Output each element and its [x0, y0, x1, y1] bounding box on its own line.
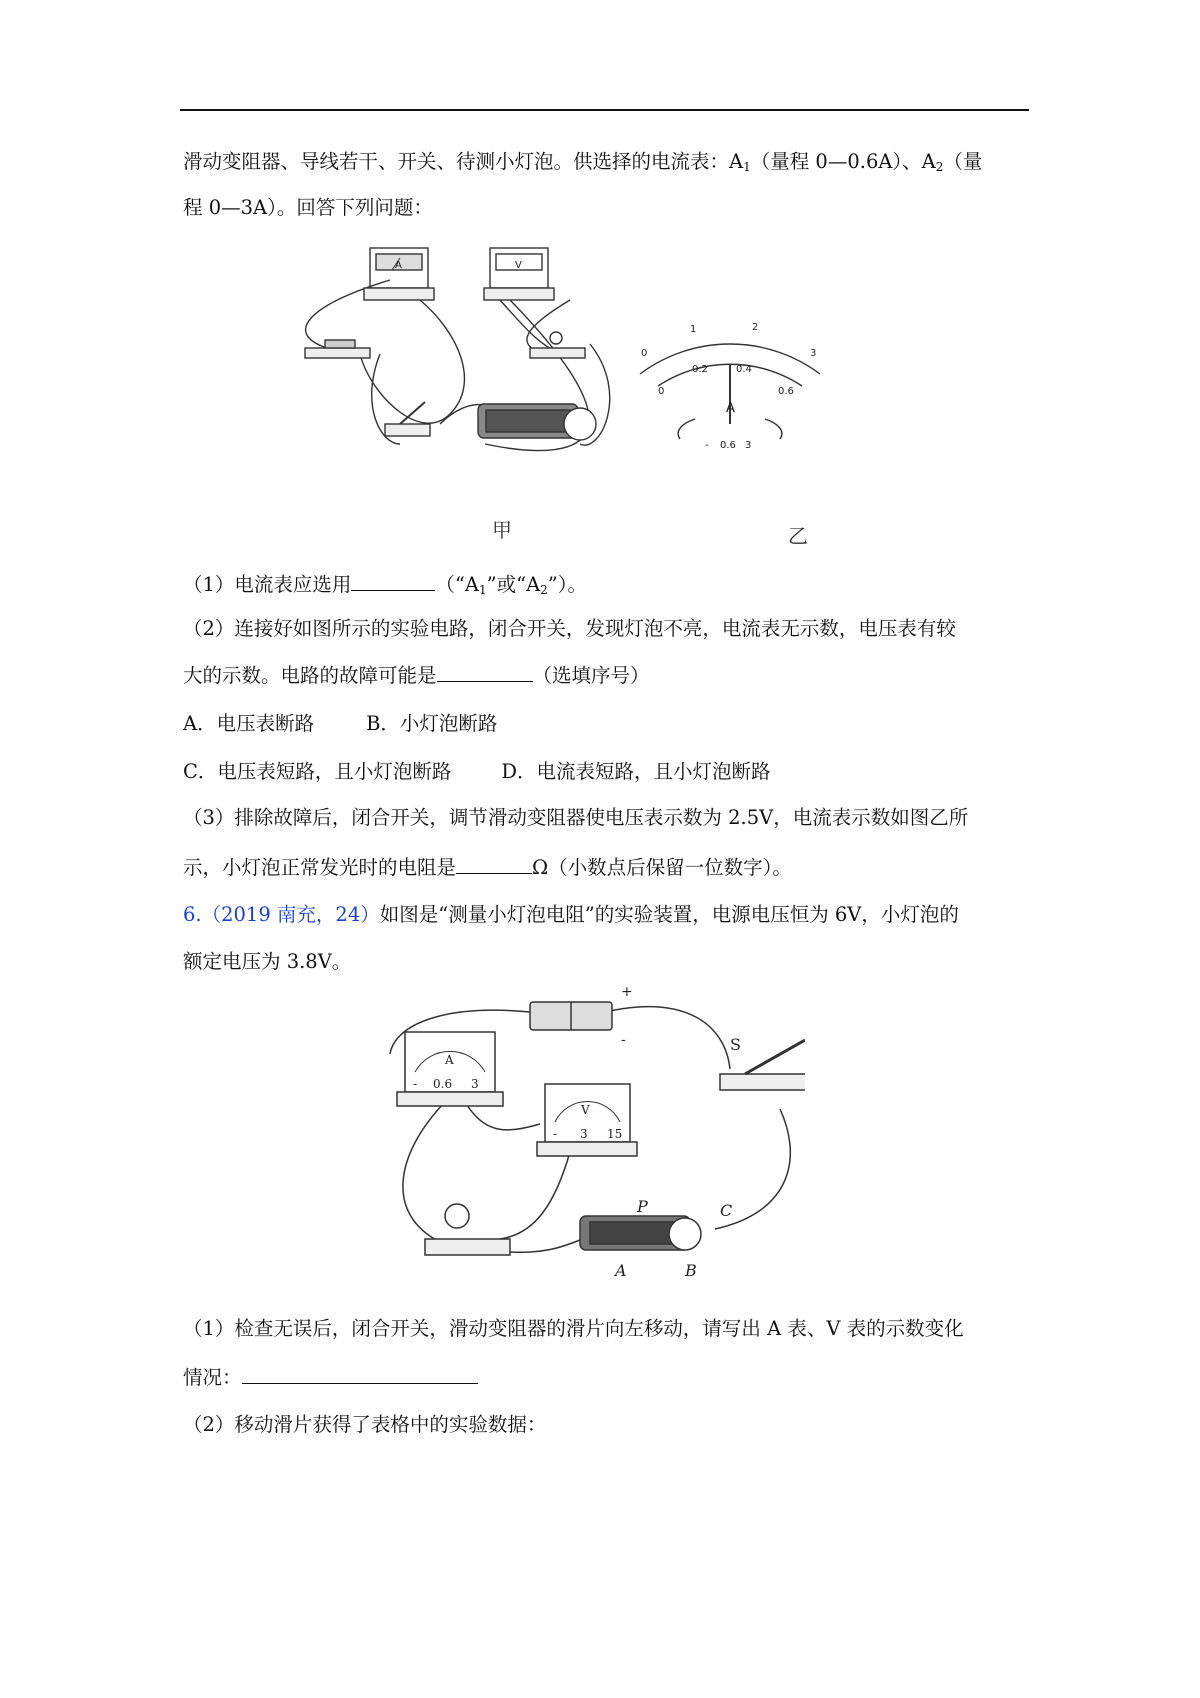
- intro-text-c: （量: [943, 150, 983, 173]
- q5-p3-text-a: 示，小灯泡正常发光时的电阻是: [183, 856, 457, 879]
- intro-line-1: [183, 150, 982, 174]
- fig2-label-b: B: [685, 1261, 697, 1280]
- q5-options-row2: [183, 760, 771, 784]
- q5-p2-text-a: 大的示数。电路的故障可能是: [183, 664, 437, 687]
- fig1-scale-bottom-0: 0: [658, 386, 665, 397]
- figure-1-circuit: [300, 244, 920, 544]
- q6-p1-blank: [242, 1365, 478, 1384]
- q5-p2-text-b: （选填序号）: [532, 664, 650, 687]
- q5-part3-line2: [183, 855, 792, 880]
- fig2-voltmeter-terminal-2: 15: [607, 1127, 623, 1141]
- fig1-terminal-0: -: [705, 440, 709, 451]
- q5-part3-line1: （3）排除故障后，闭合开关，调节滑动变阻器使电压表示数为 2.5V，电流表示数如图乙所: [183, 806, 969, 829]
- fig1-dial-letter: A: [726, 401, 735, 416]
- q5-p3-text-b: Ω（小数点后保留一位数字）。: [532, 856, 792, 879]
- q5-p1-text-b: （“A: [435, 573, 479, 596]
- q6-stem-line1: [183, 903, 959, 927]
- q6-stem-text: 如图是“测量小灯泡电阻”的实验装置，电源电压恒为 6V，小灯泡的: [379, 903, 959, 926]
- q5-p1-sub-2: 2: [540, 583, 548, 597]
- q5-option-a: A．电压表断路: [183, 712, 315, 735]
- fig2-voltmeter-letter: V: [581, 1103, 590, 1117]
- figure-1-caption-left: 甲: [492, 518, 512, 542]
- fig1-scale-bottom-2: 0.4: [736, 364, 752, 375]
- q6-part1-line2: [183, 1365, 478, 1390]
- fig2-voltmeter-terminal-1: 3: [580, 1127, 588, 1141]
- fig2-battery-plus: +: [621, 984, 633, 1000]
- q5-p3-blank: [456, 855, 532, 874]
- fig1-scale-top-1: 1: [690, 324, 697, 335]
- fig2-ammeter-terminal-1: 0.6: [433, 1077, 453, 1091]
- q5-p1-text-d: ”）。: [547, 573, 588, 596]
- q6-part2: （2）移动滑片获得了表格中的实验数据：: [183, 1413, 547, 1436]
- fig2-label-c: C: [720, 1201, 733, 1220]
- intro-text-b: （量程 0—0.6A）、A: [750, 150, 936, 173]
- fig2-ammeter-terminal-0: -: [413, 1077, 418, 1091]
- fig2-ammeter-letter: A: [445, 1053, 454, 1067]
- fig1-scale-bottom-3: 0.6: [778, 386, 794, 397]
- fig1-terminal-2: 3: [745, 440, 752, 451]
- figure-2-svg: [385, 984, 805, 1294]
- q6-p1-text: 情况：: [183, 1366, 242, 1389]
- fig1-ammeter-letter: A: [395, 260, 402, 271]
- intro-line-2: 程 0—3A）。回答下列问题：: [183, 196, 433, 219]
- fig1-scale-top-3: 3: [810, 348, 817, 359]
- intro-sub-2: 2: [935, 160, 944, 174]
- fig2-label-p: P: [637, 1197, 648, 1216]
- q6-part1-line1: （1）检查无误后，闭合开关，滑动变阻器的滑片向左移动，请写出 A 表、V 表的示数变化: [183, 1317, 964, 1340]
- q5-p2-blank: [437, 663, 533, 682]
- figure-2-circuit: [385, 984, 805, 1294]
- fig1-scale-top-2: 2: [752, 322, 759, 333]
- q5-p1-text-c: ”或“A: [486, 573, 541, 596]
- fig2-battery-minus: -: [621, 1032, 626, 1048]
- fig2-ammeter-terminal-2: 3: [471, 1077, 479, 1091]
- fig1-terminal-1: 0.6: [720, 440, 736, 451]
- fig1-scale-bottom-1: 0.2: [692, 364, 708, 375]
- fig2-voltmeter-terminal-0: -: [553, 1127, 558, 1141]
- q6-source: （2019 南充，24）: [201, 903, 380, 926]
- q5-p1-text-a: （1）电流表应选用: [183, 573, 352, 596]
- intro-text-a: 滑动变阻器、导线若干、开关、待测小灯泡。供选择的电流表：A: [183, 150, 744, 173]
- fig1-voltmeter-letter: V: [515, 260, 522, 271]
- q5-option-b: B．小灯泡断路: [366, 712, 498, 735]
- q6-stem-line2: 额定电压为 3.8V。: [183, 950, 352, 973]
- figure-1-svg: [300, 244, 920, 544]
- q5-options-row1: [183, 712, 497, 736]
- q5-part1: [183, 572, 587, 597]
- q5-option-c: C．电压表短路，且小灯泡断路: [183, 760, 452, 783]
- q6-number: 6.: [183, 903, 202, 926]
- fig1-scale-top-0: 0: [641, 348, 648, 359]
- q5-part2-line1: （2）连接好如图所示的实验电路，闭合开关，发现灯泡不亮，电流表无示数，电压表有较: [183, 617, 956, 640]
- q5-p1-blank: [351, 572, 435, 591]
- fig2-switch-label: S: [730, 1035, 741, 1054]
- q5-part2-line2: [183, 663, 650, 688]
- intro-sub-1: 1: [743, 160, 751, 174]
- fig2-label-a: A: [615, 1261, 627, 1280]
- q5-p1-sub-1: 1: [478, 583, 487, 597]
- q5-option-d: D．电流表短路，且小灯泡断路: [501, 760, 771, 783]
- header-rule: [180, 109, 1029, 111]
- figure-1-caption-right: 乙: [788, 524, 808, 548]
